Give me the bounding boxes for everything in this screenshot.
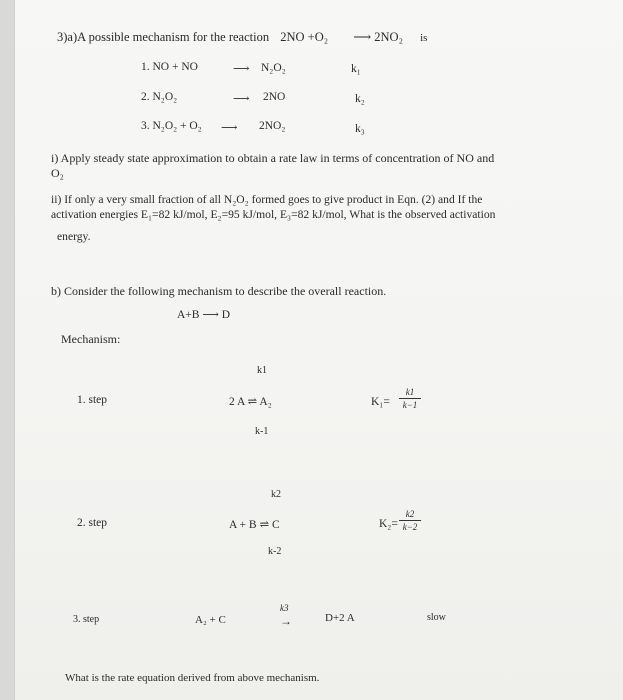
step-reactants: NO + NO bbox=[152, 61, 198, 73]
step-reactants: N₂O₂ + O₂ bbox=[152, 120, 202, 132]
step-3-product: 2NO₂ bbox=[259, 120, 286, 132]
step-1-product: N₂O₂ bbox=[261, 62, 286, 74]
b-step-2-K-denominator: k−2 bbox=[402, 522, 418, 532]
part-a-heading-arrow: ⟶ 2NO₂ bbox=[353, 30, 403, 44]
step-number: 2. bbox=[141, 91, 150, 103]
b-step-2-label: 2. step bbox=[77, 517, 108, 529]
b-step-3-reactants: A₂ + C bbox=[195, 614, 226, 626]
b-step-1-K-denominator: k−1 bbox=[402, 400, 418, 410]
b-step-1-k-reverse: k-1 bbox=[255, 426, 269, 437]
step-number: 3. bbox=[141, 120, 150, 132]
b-step-3-label: 3. step bbox=[73, 614, 100, 625]
part-a-heading-suffix: is bbox=[420, 32, 428, 44]
mechanism-label: Mechanism: bbox=[61, 332, 121, 346]
b-step-3-rate-constant: k3 bbox=[280, 603, 289, 613]
b-step-2-k-forward: k2 bbox=[271, 489, 281, 500]
step-number: 1. bbox=[141, 61, 150, 73]
step-3-arrow: ⟶ bbox=[221, 122, 238, 134]
mechanism-a-step-3 bbox=[141, 120, 202, 132]
b-step-1-K-fraction bbox=[399, 387, 421, 410]
question-a-ii-line3: energy. bbox=[57, 230, 91, 243]
step-2-arrow: ⟶ bbox=[233, 93, 250, 105]
fraction-bar bbox=[399, 520, 421, 521]
mechanism-a-step-1 bbox=[141, 61, 198, 73]
question-a-ii-line1: ii) If only a very small fraction of all N₂O₂ formed goes to give product in Eqn. (2) and If the bbox=[51, 193, 483, 206]
b-step-1-K-label: K₁= bbox=[371, 396, 390, 408]
step-3-rate-constant: k₃ bbox=[355, 123, 365, 135]
step-2-product: 2NO bbox=[263, 91, 286, 103]
step-1-rate-constant: k₁ bbox=[351, 63, 361, 75]
mechanism-a-step-2 bbox=[141, 91, 177, 103]
part-b-overall-reaction: A+B ⟶ D bbox=[177, 309, 231, 321]
step-1-arrow: ⟶ bbox=[233, 63, 250, 75]
b-step-2-K-label: K₂= bbox=[379, 518, 398, 530]
step-reactants: N₂O₂ bbox=[152, 91, 178, 103]
step-2-rate-constant: k₂ bbox=[355, 93, 365, 105]
b-step-1-k-forward: k1 bbox=[257, 365, 267, 376]
b-step-2-K-numerator: k2 bbox=[405, 509, 415, 519]
part-a-heading bbox=[57, 29, 427, 45]
b-step-2-k-reverse: k-2 bbox=[268, 546, 282, 557]
question-a-i-line2: O₂ bbox=[51, 166, 64, 180]
fraction-bar bbox=[399, 398, 421, 399]
b-step-3-arrow: → bbox=[280, 614, 292, 628]
question-a-i-line1: i) Apply steady state approximation to obtain a rate law in terms of concentration of NO and bbox=[51, 151, 495, 165]
b-step-2-K-fraction bbox=[399, 509, 421, 532]
b-step-1-label: 1. step bbox=[77, 394, 108, 406]
question-a-ii-line2: activation energies E₁=82 kJ/mol, E₂=95 kJ/mol, E₃=82 kJ/mol, What is the observed activation bbox=[51, 208, 496, 221]
b-step-3-slow-note: slow bbox=[427, 612, 446, 623]
b-step-2-equation: A + B ⇌ C bbox=[229, 519, 280, 531]
b-step-1-equation: 2 A ⇌ A₂ bbox=[229, 396, 272, 408]
part-a-heading-reaction: 2NO +O₂ bbox=[280, 30, 329, 44]
part-b-heading: b) Consider the following mechanism to describe the overall reaction. bbox=[51, 284, 387, 298]
part-b-question: What is the rate equation derived from above mechanism. bbox=[65, 672, 320, 684]
b-step-1-K-numerator: k1 bbox=[405, 387, 415, 397]
part-a-heading-prefix: 3)a)A possible mechanism for the reaction bbox=[57, 30, 270, 44]
worksheet-page bbox=[14, 0, 623, 700]
b-step-3-product: D+2 A bbox=[325, 612, 355, 624]
